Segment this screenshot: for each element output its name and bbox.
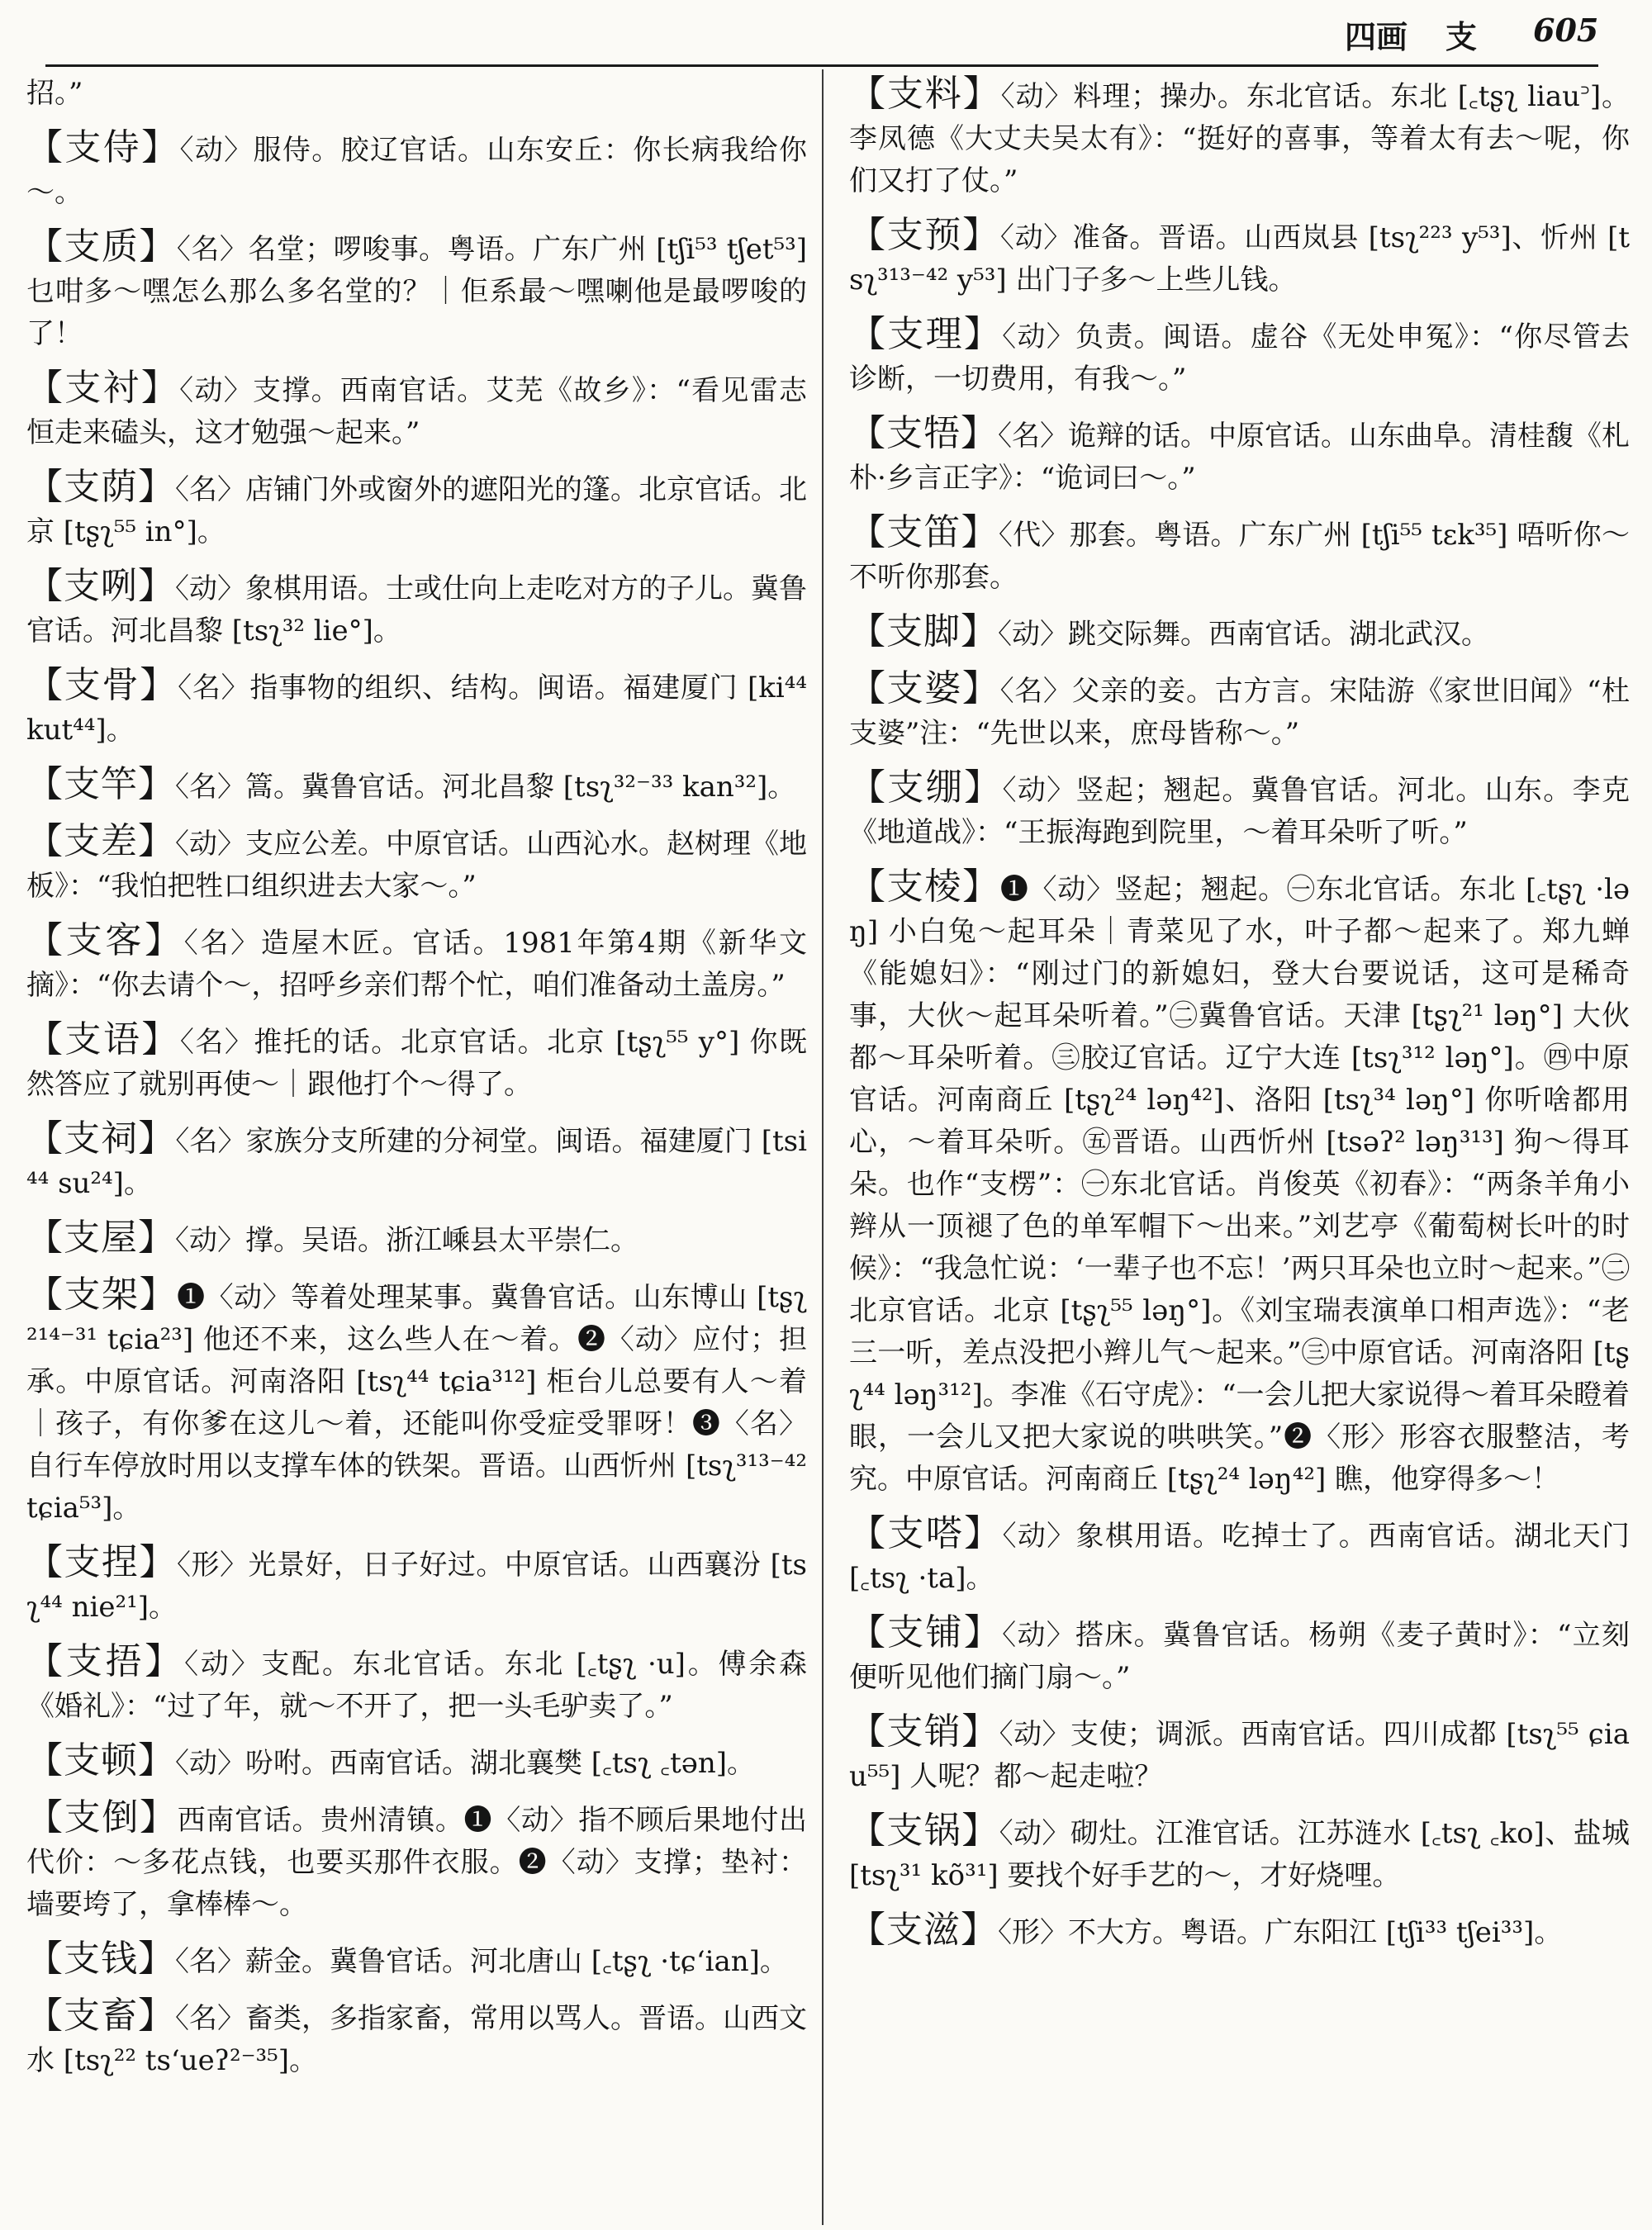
dictionary-entry [849,766,1630,854]
dictionary-entry [26,225,807,355]
entry-headword: 【支屋】 [26,1217,175,1259]
entry-headword: 【支牾】 [849,412,998,454]
entry-definition: 〈名〉家族分支所建的分祠堂。闽语。福建厦门 [tsi⁴⁴ su²⁴]。 [26,1125,808,1200]
right-column [849,73,1630,1966]
entry-definition: 〈动〉服侍。胶辽官话。山东安丘：你长病我给你～。 [26,134,808,209]
entry-definition: 〈动〉支使；调派。西南官话。四川成都 [tsʅ⁵⁵ ɕiau⁵⁵] 人呢？都～起走啦？ [849,1718,1630,1793]
entry-headword: 【支笛】 [849,511,999,553]
entry-headword: 【支棱】 [849,866,1000,908]
entry-definition: 〈名〉指事物的组织、结构。闽语。福建厦门 [ki⁴⁴ kut⁴⁴]。 [26,671,808,747]
entry-definition: ❶〈动〉竖起；翘起。㊀东北官话。东北 [꜀tʂʅ ·ləŋ] 小白兔～起耳朵｜青菜见了水，叶子都～起来了。郑九蝉《能媳妇》：“刚过门的新媳妇，登大台要说话，这可是稀奇事，大伙～起耳朵听着。”㊁冀鲁官话。天津 [tʂʅ²¹ ləŋ°] 大伙都～耳朵听着。㊂胶辽官话。辽宁大连 [tsʅ³¹² ləŋ°]。㊃中原官话。河南商丘 [tʂʅ²⁴ ləŋ⁴²]、洛阳 [tsʅ³⁴ ləŋ°] 你听啥都用心，～着耳朵听。㊄晋语。山西忻州 [tsəʔ² ləŋ³¹³] 狗～得耳朵。也作“支楞”：㊀东北官话。肖俊英《初春》：“两条羊角小辫从一顶褪了色的单军帽下～出来。”刘艺亭《葡萄树长叶的时候》：“我急忙说：‘一辈子也不忘！’两只耳朵也立时～起来。”㊁北京官话。北京 [tʂʅ⁵⁵ ləŋ°]。《刘宝瑞表演单口相声选》：“老三一听，差点没把小辫儿气～起来。”㊂中原官话。河南洛阳 [tʂʅ⁴⁴ ləŋ³¹²]。李准《石守虎》：“一会儿把大家说得～着耳朵瞪着眼，一会儿又把大家说的哄哄笑。”❷〈形〉形容衣服整洁，考究。中原官话。河南商丘 [tʂʅ²⁴ ləŋ⁴²] 瞧，他穿得多～！ [849,873,1631,1496]
entry-headword: 【支祠】 [26,1117,176,1160]
dictionary-entry [26,664,807,752]
entry-headword: 【支畜】 [26,1995,175,2037]
entry-definition: 〈形〉不大方。粤语。广东阳江 [tʃi³³ tʃei³³]。 [998,1916,1563,1949]
dictionary-entry [26,1739,807,1785]
entry-headword: 【支竿】 [26,763,175,805]
entry-definition: 〈动〉料理；操办。东北官话。东北 [꜀tʂʅ liau꜄]。李凤德《大丈夫吴太有》：“挺好的喜事，等着太有去～呢，你们又打了仗。” [849,80,1630,197]
dictionary-entry [849,866,1630,1501]
entry-headword: 【支质】 [26,225,177,268]
entry-headword: 【支销】 [849,1710,999,1753]
entry-definition: 西南官话。贵州清镇。❶〈动〉指不顾后果地付出代价：～多花点钱，也要买那件衣服。❷〈动〉支撑；垫衬：墙要垮了，拿棒棒～。 [26,1804,808,1921]
entry-headword: 【支锅】 [849,1810,999,1852]
dictionary-entry [26,1217,807,1262]
dictionary-entry [849,667,1630,755]
left-column [26,73,807,2094]
entry-definition: 〈名〉造屋木匠。官话。1981年第4期《新华文摘》：“你去请个～，招呼乡亲们帮个忙，咱们准备动土盖房。” [26,927,807,1002]
entry-definition: 〈动〉准备。晋语。山西岚县 [tsʅ²²³ y⁵³]、忻州 [tsʅ³¹³⁻⁴² y⁵³] 出门子多～上些儿钱。 [849,221,1631,297]
entry-headword: 【支绷】 [849,766,1003,809]
entry-headword: 【支滋】 [849,1909,998,1951]
entry-definition: 〈名〉推托的话。北京官话。北京 [tʂʅ⁵⁵ y°] 你既然答应了就别再使～｜跟他打个～得了。 [26,1026,807,1101]
dictionary-entry [26,1995,807,2082]
entry-headword: 【支钱】 [26,1938,175,1980]
entry-definition: 〈动〉搭床。冀鲁官话。杨朔《麦子黄时》：“立刻便听见他们摘门扇～。” [849,1619,1630,1694]
entry-headword: 【支客】 [26,919,184,961]
entry-headword: 【支语】 [26,1018,180,1060]
dictionary-entry [26,565,807,652]
entry-definition: 〈名〉篙。冀鲁官话。河北昌黎 [tsʅ³²⁻³³ kan³²]。 [175,771,796,804]
dictionary-entry [849,1611,1630,1699]
entry-headword: 【支铺】 [849,1611,1003,1654]
entry-definition: 〈名〉店铺门外或窗外的遮阳光的篷。北京官话。北京 [tʂʅ⁵⁵ in°]。 [26,473,807,548]
dictionary-entry [26,367,807,454]
entry-headword: 【支捏】 [26,1541,177,1583]
dictionary-entry [26,820,807,908]
entry-definition: 〈名〉诡辩的话。中原官话。山东曲阜。清桂馥《札朴·乡言正字》：“诡词曰～。” [849,420,1630,495]
entry-definition: 〈动〉负责。闽语。虚谷《无处申冤》：“你尽管去诊断，一切费用，有我～。” [849,320,1630,396]
dictionary-entry [26,1117,807,1205]
dictionary-entry [849,1710,1630,1798]
dictionary-entry [26,466,807,553]
header-character: 支 [1446,18,1478,55]
dictionary-entry [26,919,807,1007]
entry-definition: 〈名〉畜类，多指家畜，常用以骂人。晋语。山西文水 [tsʅ²² tsʻueʔ²⁻³⁵]。 [26,2002,807,2077]
header-section: 四画 [1345,18,1408,55]
dictionary-entry [26,1938,807,1983]
dictionary-entry [26,126,807,214]
dictionary-entry [26,1796,807,1926]
entry-headword: 【支侍】 [26,126,180,168]
header-rule [45,64,1598,67]
dictionary-entry [849,214,1630,301]
entry-headword: 【支理】 [849,313,1003,355]
entry-definition: 〈动〉象棋用语。士或仕向上走吃对方的子儿。冀鲁官话。河北昌黎 [tsʅ³² lie°]。 [26,572,807,648]
entry-headword: 【支脚】 [849,610,998,652]
entry-headword: 【支差】 [26,820,175,862]
entry-definition: 〈动〉竖起；翘起。冀鲁官话。河北。山东。李克《地道战》：“王振海跑到院里，～着耳朵听了听。” [849,774,1631,849]
dictionary-entry [849,1909,1630,1954]
dictionary-entry [26,1541,807,1629]
dictionary-entry [849,610,1630,656]
dictionary-entry [849,511,1630,599]
entry-headword: 【支婆】 [849,667,1000,709]
dictionary-entry [26,763,807,809]
entry-definition: 〈代〉那套。粤语。广东广州 [tʃi⁵⁵ tɛk³⁵] 唔听你～不听你那套。 [849,519,1631,594]
entry-headword: 【支架】 [26,1274,178,1316]
entry-headword: 【支嗒】 [849,1512,1003,1554]
dictionary-entry [26,1640,807,1728]
entry-definition: 〈名〉名堂；啰唆事。粤语。广东广州 [tʃi⁵³ tʃet⁵³] 乜咁多～嘿怎么那么多名堂的？｜佢系最～嘿喇他是最啰唆的了！ [26,233,808,350]
entry-definition: 〈动〉象棋用语。吃掉士了。西南官话。湖北天门 [꜀tsʅ ·ta]。 [849,1520,1631,1595]
entry-headword: 【支衬】 [26,367,180,409]
entry-definition: 〈名〉父亲的妾。古方言。宋陆游《家世旧闻》“杜支婆”注：“先世以来，庶母皆称～。” [849,675,1630,750]
entry-headword: 【支咧】 [26,565,175,607]
dictionary-entry [849,412,1630,500]
page-number: 605 [1533,12,1599,49]
entry-definition: 〈形〉光景好，日子好过。中原官话。山西襄汾 [tsʅ⁴⁴ nie²¹]。 [26,1549,808,1624]
dictionary-entry [849,1512,1630,1600]
entry-definition: 〈名〉薪金。冀鲁官话。河北唐山 [꜀tʂʅ ·tɕʻian]。 [175,1945,788,1978]
entry-headword: 【支荫】 [26,466,175,508]
dictionary-entry [26,1274,807,1530]
entry-definition: 〈动〉支配。东北官话。东北 [꜀tʂʅ ·u]。傅余森《婚礼》：“过了年，就～不开了，把一头毛驴卖了。” [26,1648,808,1723]
entry-definition: 〈动〉撑。吴语。浙江嵊县太平崇仁。 [175,1224,638,1257]
entry-definition: 〈动〉支应公差。中原官话。山西沁水。赵树理《地板》：“我怕把牲口组织进去大家～。” [26,828,807,903]
entry-headword: 【支倒】 [26,1796,178,1839]
entry-definition: ❶〈动〉等着处理某事。冀鲁官话。山东博山 [tʂʅ²¹⁴⁻³¹ tɕia²³] 他还不来，这么些人在～着。❷〈动〉应付；担承。中原官话。河南洛阳 [tsʅ⁴⁴ tɕia³¹²] 柜台儿总要有人～着｜孩子，有你爹在这儿～着，还能叫你受症受罪呀！❸〈名〉自行车停放时用以支撑车体的铁架。晋语。山西忻州 [tsʅ³¹³⁻⁴² tɕia⁵³]。 [26,1281,808,1525]
entry-headword: 【支捂】 [26,1640,185,1682]
dictionary-entry [849,313,1630,401]
entry-definition: 〈动〉砌灶。江淮官话。江苏涟水 [꜀tsʅ ꜀ko]、盐城 [tsʅ³¹ kõ³¹] 要找个好手艺的～，才好烧哩。 [849,1817,1630,1892]
dictionary-entry [849,1810,1630,1897]
entry-headword: 【支预】 [849,214,1000,256]
column-divider [822,69,824,2225]
entry-headword: 【支骨】 [26,664,178,706]
page-header [0,0,1652,66]
continuation-text: 招。” [26,77,83,110]
dictionary-entry [26,1018,807,1106]
entry-definition: 〈动〉支撑。西南官话。艾芜《故乡》：“看见雷志恒走来磕头，这才勉强～起来。” [26,374,807,449]
entry-definition: 〈动〉吩咐。西南官话。湖北襄樊 [꜀tsʅ ꜀tən]。 [175,1747,756,1780]
dictionary-entry [849,73,1630,202]
entry-headword: 【支顿】 [26,1739,175,1782]
entry-headword: 【支料】 [849,73,1001,115]
entry-definition: 〈动〉跳交际舞。西南官话。湖北武汉。 [998,618,1489,651]
